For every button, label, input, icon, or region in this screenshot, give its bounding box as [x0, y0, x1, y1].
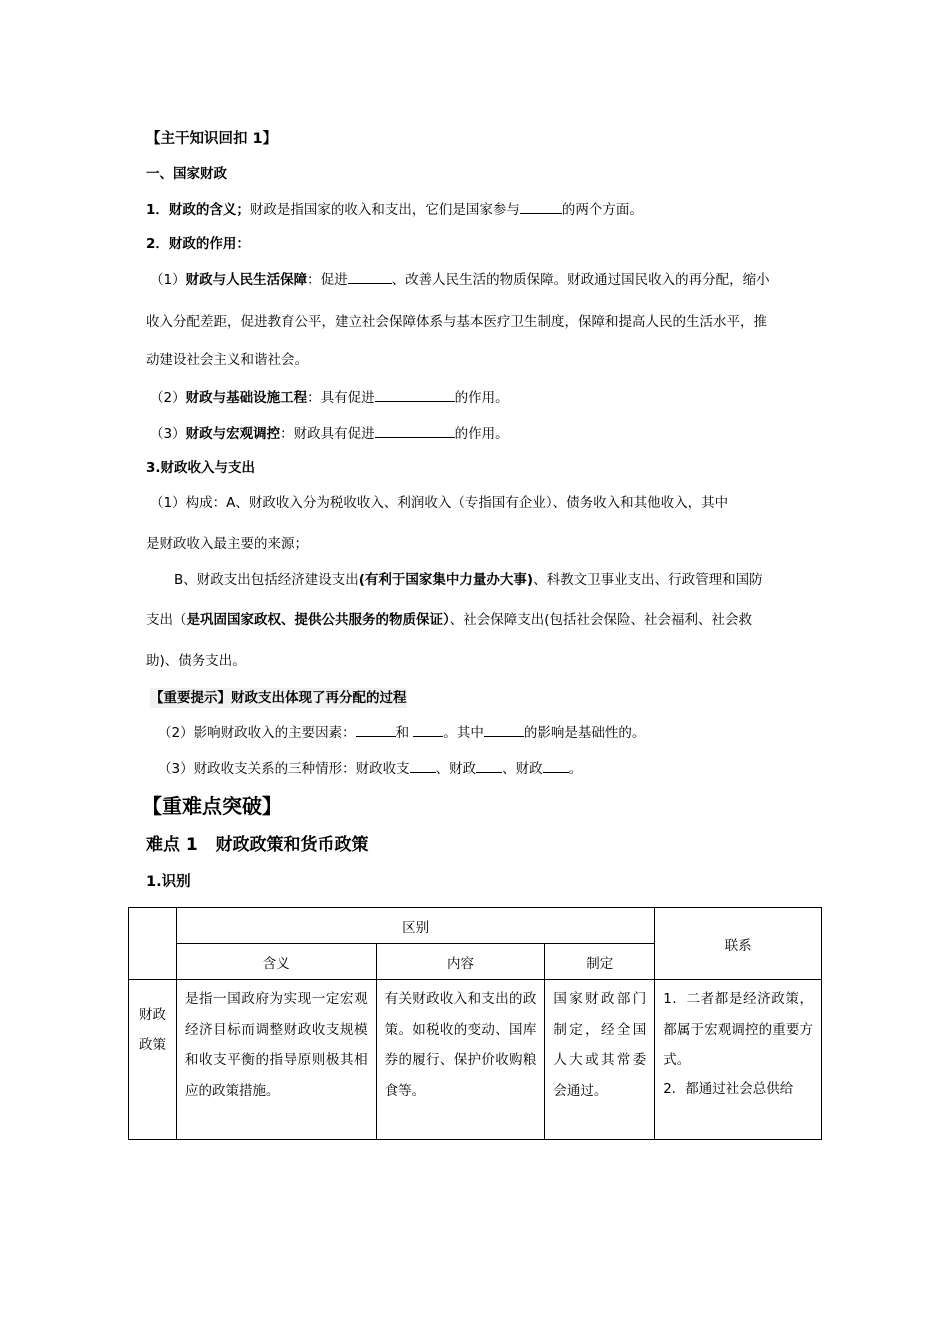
num: （2）	[150, 390, 186, 406]
important-tip: 【重要提示】财政支出体现了再分配的过程	[150, 690, 407, 706]
paragraph-finance-role: 2．财政的作用：	[146, 236, 250, 252]
header-meaning: 含义	[176, 944, 376, 980]
text: ：财政具有促进	[280, 426, 375, 442]
text: ：促进	[307, 272, 348, 288]
fill-blank	[348, 269, 392, 284]
label: 财政与人民生活保障	[185, 272, 308, 288]
text: 的两个方面。	[561, 202, 643, 218]
text: ：具有促进	[307, 390, 375, 406]
paragraph-expense-line3: 助)、债务支出。	[146, 653, 246, 669]
paragraph-balance-cases	[158, 758, 582, 779]
cell-link-2: 2．都通过社会总供给	[663, 1080, 794, 1097]
text: 的影响是基础性的。	[523, 725, 646, 741]
comparison-table	[128, 907, 822, 1140]
text: （2）影响财政收入的主要因素：	[158, 725, 356, 741]
cell-link	[655, 980, 822, 1140]
header-difference: 区别	[176, 908, 654, 944]
fill-blank	[375, 423, 455, 438]
paragraph-role-1-line3: 动建设社会主义和谐社会。	[146, 352, 308, 368]
paragraph-expense-line2	[146, 610, 752, 630]
fill-blank	[410, 758, 436, 773]
table-corner-cell	[129, 908, 177, 980]
section-key-points: 【重难点突破】	[142, 794, 282, 818]
fill-blank	[520, 199, 562, 214]
header-content: 内容	[376, 944, 545, 980]
cell-making-text: 国家财政部门制定，经全国人大或其常委会通过。	[553, 991, 647, 1099]
text: 、科教文卫事业支出、行政管理和国防	[533, 572, 763, 588]
header-link: 联系	[655, 908, 822, 980]
cell-meaning-text: 是指一国政府为实现一定宏观经济目标而调整财政收支规模和收支平衡的指导原则极其相应的政策措施。	[184, 991, 368, 1099]
fill-blank	[543, 758, 569, 773]
fill-blank	[413, 722, 443, 737]
paragraph-composition-line1: （1）构成：A、财政收入分为税收收入、利润收入（专指国有企业）、债务收入和其他收入，其中	[150, 495, 729, 511]
header-making: 制定	[545, 944, 655, 980]
fill-blank	[476, 758, 502, 773]
text: 、改善人民生活的物质保障。财政通过国民收入的再分配，缩小	[391, 272, 770, 288]
text: （3）财政收支关系的三种情形：财政收支	[158, 761, 410, 777]
paragraph-role-3	[150, 423, 509, 444]
paragraph-role-1-line2: 收入分配差距，促进教育公平，建立社会保障体系与基本医疗卫生制度，保障和提高人民的生活水平，推	[146, 314, 767, 330]
text: B、财政支出包括经济建设支出	[174, 572, 359, 588]
main-heading: 【主干知识回扣 1】	[146, 131, 278, 147]
text: 。其中	[443, 725, 484, 741]
label: 财政与宏观调控	[185, 426, 281, 442]
text: 、财政	[435, 761, 477, 777]
cell-content	[376, 980, 545, 1140]
label: 财政与基础设施工程	[185, 390, 308, 406]
text: 的作用。	[454, 390, 509, 406]
row-label-fiscal-policy	[129, 980, 177, 1140]
text: 、财政	[502, 761, 543, 777]
cell-link-1: 1．二者都是经济政策，都属于宏观调控的重要方式。	[663, 991, 813, 1068]
text: 的作用。	[454, 426, 509, 442]
paragraph-composition-line2: 是财政收入最主要的来源；	[146, 536, 308, 552]
paragraph-finance-meaning	[146, 199, 643, 220]
text: 支出（	[146, 612, 187, 628]
subsection-identify: 1.识别	[146, 874, 191, 890]
fill-blank	[375, 387, 455, 402]
num: （1）	[150, 272, 186, 288]
text: 、社会保障支出(包括社会保险、社会福利、社会救	[449, 612, 753, 628]
text-bold: 是巩固国家政权、提供公共服务的物质保证）	[186, 612, 450, 628]
text: 。	[568, 761, 583, 777]
text-bold: (有利于国家集中力量办大事)	[358, 572, 534, 588]
section-title-national-finance: 一、国家财政	[146, 166, 227, 182]
num: （3）	[150, 426, 186, 442]
section-title-income-expense: 3.财政收入与支出	[146, 460, 256, 476]
paragraph-income-factors	[158, 722, 645, 743]
paragraph-role-2	[150, 387, 509, 408]
cell-content-text: 有关财政收入和支出的政策。如税收的变动、国库券的履行、保护价收购粮食等。	[384, 991, 537, 1099]
difficulty-title: 难点 1 财政政策和货币政策	[146, 835, 369, 855]
paragraph-role-1	[150, 269, 770, 290]
paragraph-expense-line1	[174, 570, 763, 590]
text: 和	[395, 725, 414, 741]
cell-meaning	[176, 980, 376, 1140]
label: 1．财政的含义；	[146, 202, 250, 218]
fill-blank	[484, 722, 524, 737]
cell-making	[545, 980, 655, 1140]
fill-blank	[356, 722, 396, 737]
row-label-text: 财政 政策	[138, 1007, 166, 1053]
text: 财政是指国家的收入和支出，它们是国家参与	[249, 202, 520, 218]
